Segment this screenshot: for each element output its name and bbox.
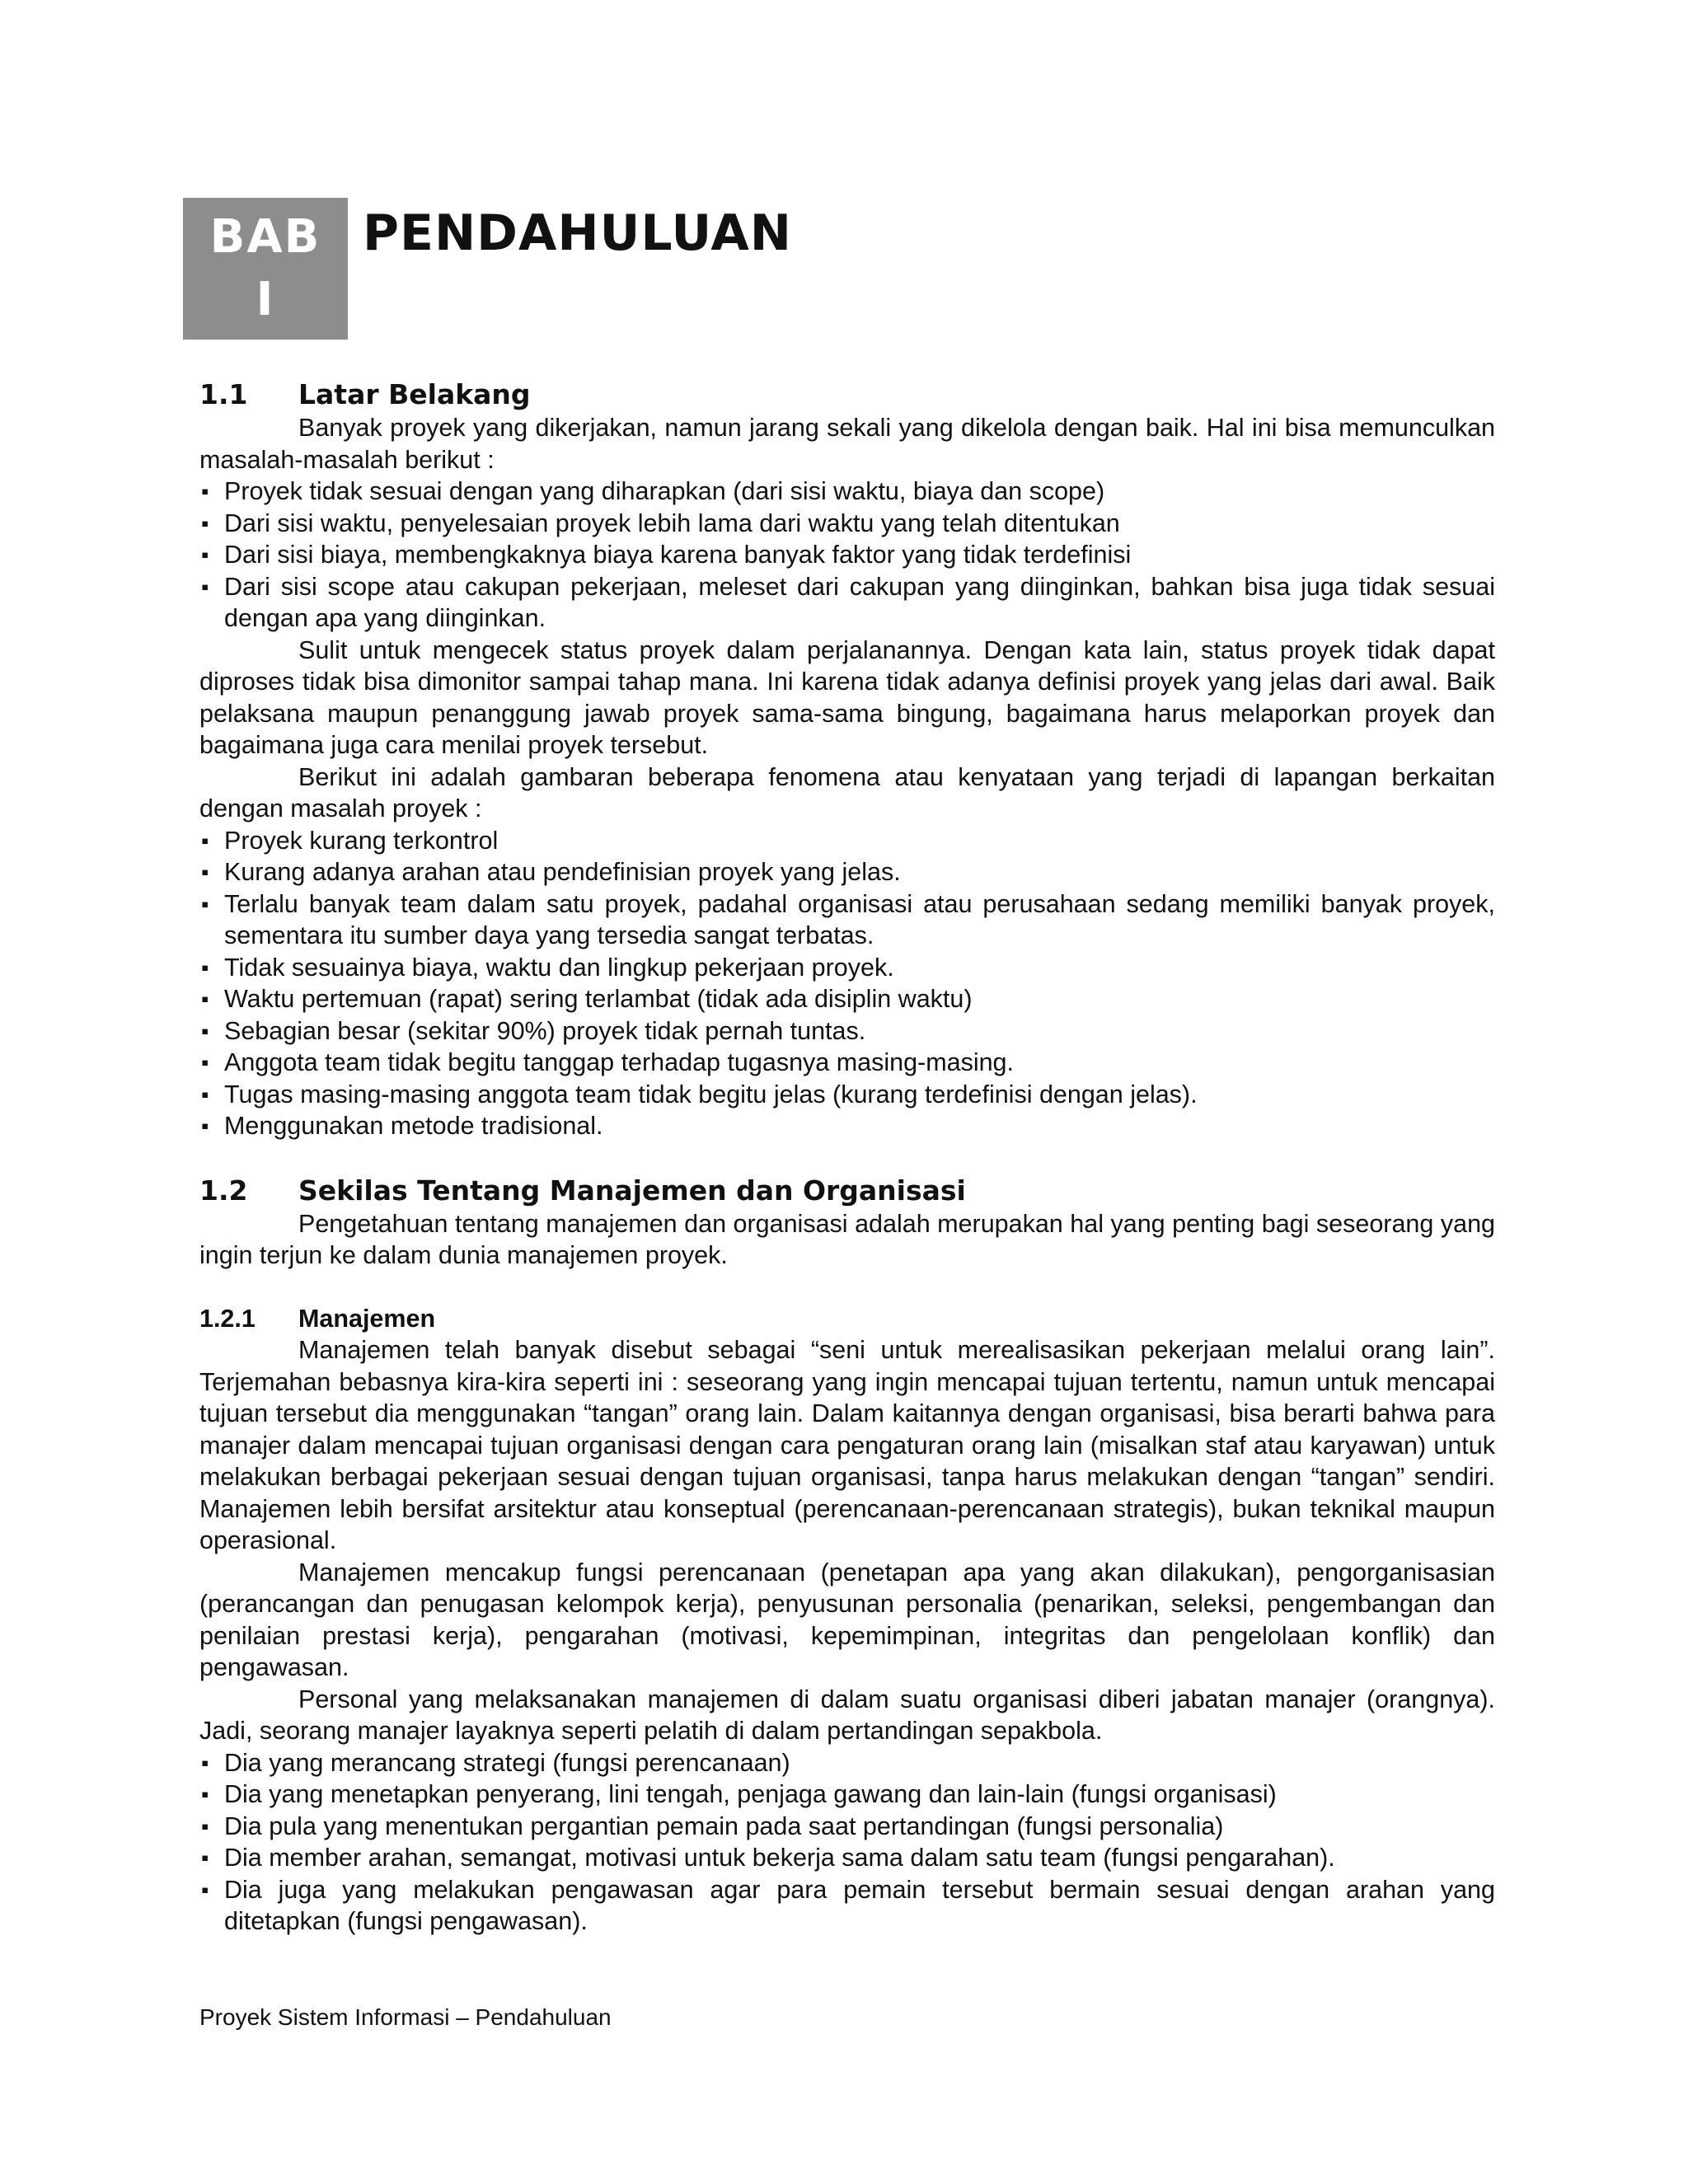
list-item: ▪ Dia yang merancang strategi (fungsi perencanaan)	[199, 1747, 1495, 1779]
list-item: ▪ Menggunakan metode tradisional.	[199, 1110, 1495, 1142]
chapter-label-line1: BAB	[209, 210, 321, 264]
list-item: ▪ Dari sisi biaya, membengkaknya biaya karena banyak faktor yang tidak terdefinisi	[199, 539, 1495, 571]
list-item: ▪ Terlalu banyak team dalam satu proyek, padahal organisasi atau perusahaan sedang memiliki banyak proyek, sementara itu sumber daya yang tersedia sangat terbatas.	[199, 888, 1495, 952]
manager-roles-list	[199, 1747, 1495, 1938]
chapter-label-line2: I	[256, 273, 275, 326]
list-item: ▪ Dia pula yang menentukan pergantian pemain pada saat pertandingan (fungsi personalia)	[199, 1811, 1495, 1843]
paragraph: Berikut ini adalah gambaran beberapa fenomena atau kenyataan yang terjadi di lapangan berkaitan dengan masalah proyek :	[199, 762, 1495, 823]
paragraph: Personal yang melaksanakan manajemen di dalam suatu organisasi diberi jabatan manajer (orangnya). Jadi, seorang manajer layaknya seperti pelatih di dalam pertandingan sepakbola.	[199, 1685, 1495, 1745]
list-item: ▪ Dia yang menetapkan penyerang, lini tengah, penjaga gawang dan lain-lain (fungsi organisasi)	[199, 1779, 1495, 1811]
section-heading-1-1	[199, 377, 1495, 412]
section-number: 1.2	[199, 1174, 248, 1207]
section-title: Sekilas Tentang Manajemen dan Organisasi	[298, 1174, 966, 1207]
section-number: 1.1	[199, 378, 248, 410]
section-title: Latar Belakang	[298, 378, 531, 410]
paragraph: Banyak proyek yang dikerjakan, namun jarang sekali yang dikelola dengan baik. Hal ini bisa memunculkan masalah-masalah berikut :	[199, 414, 1495, 474]
subsection-title: Manajemen	[298, 1304, 436, 1333]
list-item: ▪ Dia member arahan, semangat, motivasi untuk bekerja sama dalam satu team (fungsi pengarahan).	[199, 1842, 1495, 1874]
paragraph: Pengetahuan tentang manajemen dan organisasi adalah merupakan hal yang penting bagi seseorang yang ingin terjun ke dalam dunia manajemen proyek.	[199, 1209, 1495, 1269]
list-item: ▪ Tugas masing-masing anggota team tidak begitu jelas (kurang terdefinisi dengan jelas).	[199, 1079, 1495, 1111]
list-item: ▪ Tidak sesuainya biaya, waktu dan lingkup pekerjaan proyek.	[199, 952, 1495, 984]
subsection-heading-1-2-1	[199, 1303, 1495, 1335]
phenomena-list	[199, 825, 1495, 1142]
list-item: ▪ Dari sisi waktu, penyelesaian proyek lebih lama dari waktu yang telah ditentukan	[199, 508, 1495, 540]
page-footer: Proyek Sistem Informasi – Pendahuluan	[199, 2004, 612, 2030]
main-content	[199, 377, 1495, 1938]
problems-list	[199, 476, 1495, 635]
list-item: ▪ Waktu pertemuan (rapat) sering terlambat (tidak ada disiplin waktu)	[199, 983, 1495, 1015]
chapter-label-box	[183, 198, 348, 340]
list-item: ▪ Dia juga yang melakukan pengawasan agar para pemain tersebut bermain sesuai dengan arahan yang ditetapkan (fungsi pengawasan).	[199, 1874, 1495, 1938]
subsection-number: 1.2.1	[199, 1304, 256, 1333]
list-item: ▪ Sebagian besar (sekitar 90%) proyek tidak pernah tuntas.	[199, 1015, 1495, 1047]
list-item: ▪ Proyek kurang terkontrol	[199, 825, 1495, 857]
paragraph: Manajemen mencakup fungsi perencanaan (penetapan apa yang akan dilakukan), pengorganisasian (perancangan dan penugasan kelompok kerja), penyusunan personalia (penarikan, seleksi, pengembangan dan penilaian prestasi kerja), pengarahan (motivasi, kepemimpinan, integritas dan pengelolaan konflik) dan pengawasan.	[199, 1558, 1495, 1681]
section-heading-1-2	[199, 1174, 1495, 1208]
list-item: ▪ Dari sisi scope atau cakupan pekerjaan, meleset dari cakupan yang diinginkan, bahkan bisa juga tidak sesuai dengan apa yang diinginkan.	[199, 571, 1495, 635]
paragraph: Sulit untuk mengecek status proyek dalam perjalanannya. Dengan kata lain, status proyek tidak dapat diproses tidak bisa dimonitor sampai tahap mana. Ini karena tidak adanya definisi proyek yang jelas dari awal. Baik pelaksana maupun penanggung jawab proyek sama-sama bingung, bagaimana harus melaporkan proyek dan bagaimana juga cara menilai proyek tersebut.	[199, 635, 1495, 759]
list-item: ▪ Anggota team tidak begitu tanggap terhadap tugasnya masing-masing.	[199, 1047, 1495, 1079]
list-item: ▪ Proyek tidak sesuai dengan yang diharapkan (dari sisi waktu, biaya dan scope)	[199, 476, 1495, 508]
chapter-title: PENDAHULUAN	[363, 204, 792, 262]
list-item: ▪ Kurang adanya arahan atau pendefinisian proyek yang jelas.	[199, 856, 1495, 888]
paragraph: Manajemen telah banyak disebut sebagai “seni untuk merealisasikan pekerjaan melalui orang lain”. Terjemahan bebasnya kira-kira seperti ini : seseorang yang ingin mencapai tujuan tertentu, namun untuk mencapai tujuan tersebut dia menggunakan “tangan” orang lain. Dalam kaitannya dengan organisasi, bisa berarti bahwa para manajer dalam mencapai tujuan organisasi dengan cara pengaturan orang lain (misalkan staf atau karyawan) untuk melakukan berbagai pekerjaan sesuai dengan tujuan organisasi, tanpa harus melakukan dengan “tangan” sendiri. Manajemen lebih bersifat arsitektur atau konseptual (perencanaan-perencanaan strategis), bukan teknikal maupun operasional.	[199, 1336, 1495, 1554]
